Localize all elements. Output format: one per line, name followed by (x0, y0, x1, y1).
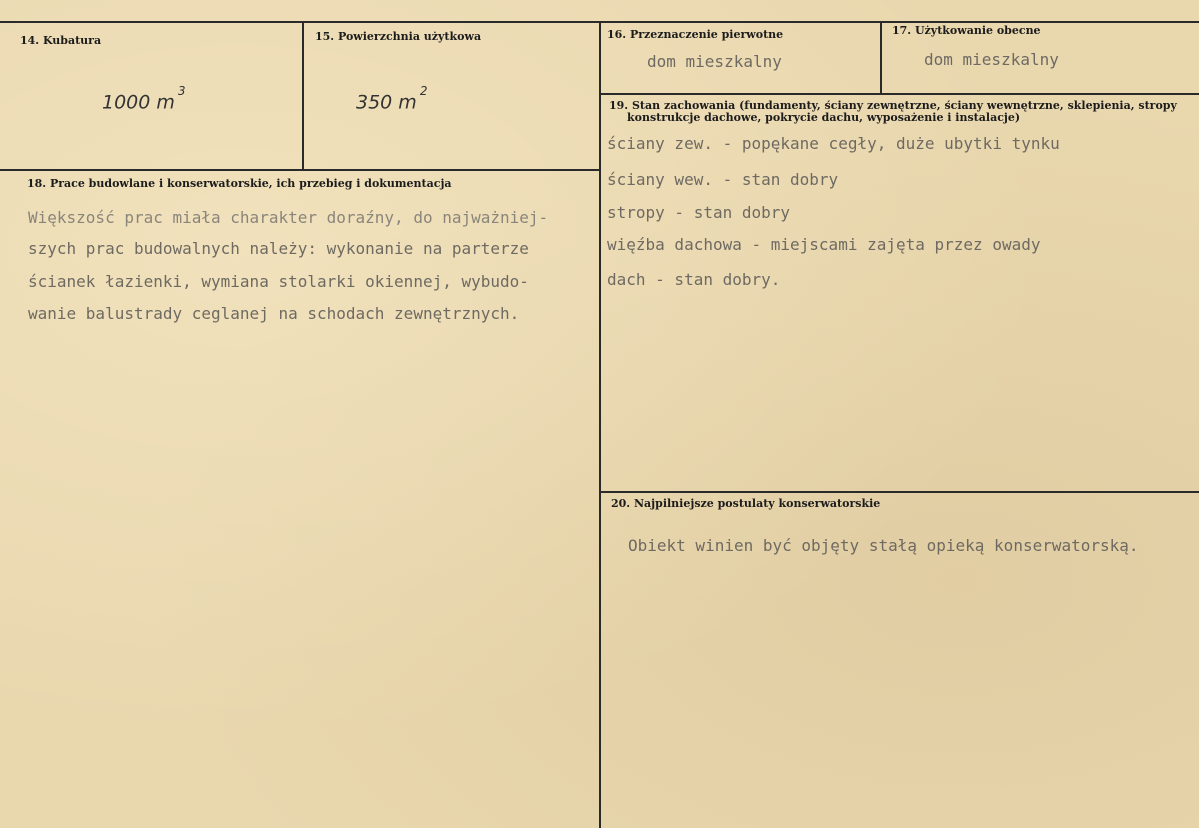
divider (599, 21, 601, 828)
przeznaczenie-value: dom mieszkalny (647, 52, 782, 71)
powierzchnia-value-text: 350 m (356, 91, 417, 114)
divider (600, 93, 1199, 95)
divider (880, 21, 882, 93)
postulaty-label: 20. Najpilniejsze postulaty konserwatorskie (611, 497, 881, 510)
kubatura-label: 14. Kubatura (20, 34, 102, 47)
prace-budowlane-label: 18. Prace budowlane i konserwatorskie, ich przebieg i dokumentacja (27, 177, 452, 190)
divider (600, 491, 1199, 493)
prace-line-3: ścianek łazienki, wymiana stolarki okiennej, wybudo- (28, 272, 529, 291)
stan-zachowania-label-2: konstrukcje dachowe, pokrycie dachu, wyposażenie i instalacje) (627, 111, 1021, 124)
powierzchnia-value (356, 84, 428, 114)
stan-line-5: dach - stan dobry. (607, 270, 781, 289)
uzytkowanie-label: 17. Użytkowanie obecne (892, 24, 1041, 37)
stan-line-2: ściany wew. - stan dobry (607, 170, 839, 189)
powierzchnia-exponent: 2 (419, 84, 428, 98)
stan-line-1: ściany zew. - popękane cegły, duże ubytki tynku (607, 134, 1060, 153)
powierzchnia-label: 15. Powierzchnia użytkowa (315, 30, 482, 43)
kubatura-value-text: 1000 m (102, 91, 175, 114)
divider (302, 21, 304, 169)
stan-line-4: więźba dachowa - miejscami zajęta przez owady (607, 235, 1041, 254)
divider (0, 169, 600, 171)
stan-line-3: stropy - stan dobry (607, 203, 791, 222)
kubatura-value (102, 84, 186, 114)
prace-line-4: wanie balustrady ceglanej na schodach zewnętrznych. (28, 304, 520, 323)
prace-line-1: Większość prac miała charakter doraźny, do najważniej- (28, 208, 549, 227)
uzytkowanie-value: dom mieszkalny (924, 50, 1059, 69)
stan-zachowania-label-1: 19. Stan zachowania (fundamenty, ściany zewnętrzne, ściany wewnętrzne, sklepienia, stropy (609, 99, 1177, 112)
postulaty-value: Obiekt winien być objęty stałą opieką konserwatorską. (628, 536, 1139, 555)
kubatura-exponent: 3 (177, 84, 186, 98)
przeznaczenie-label: 16. Przeznaczenie pierwotne (607, 28, 784, 41)
prace-line-2: szych prac budowalnych należy: wykonanie na parterze (28, 239, 529, 258)
